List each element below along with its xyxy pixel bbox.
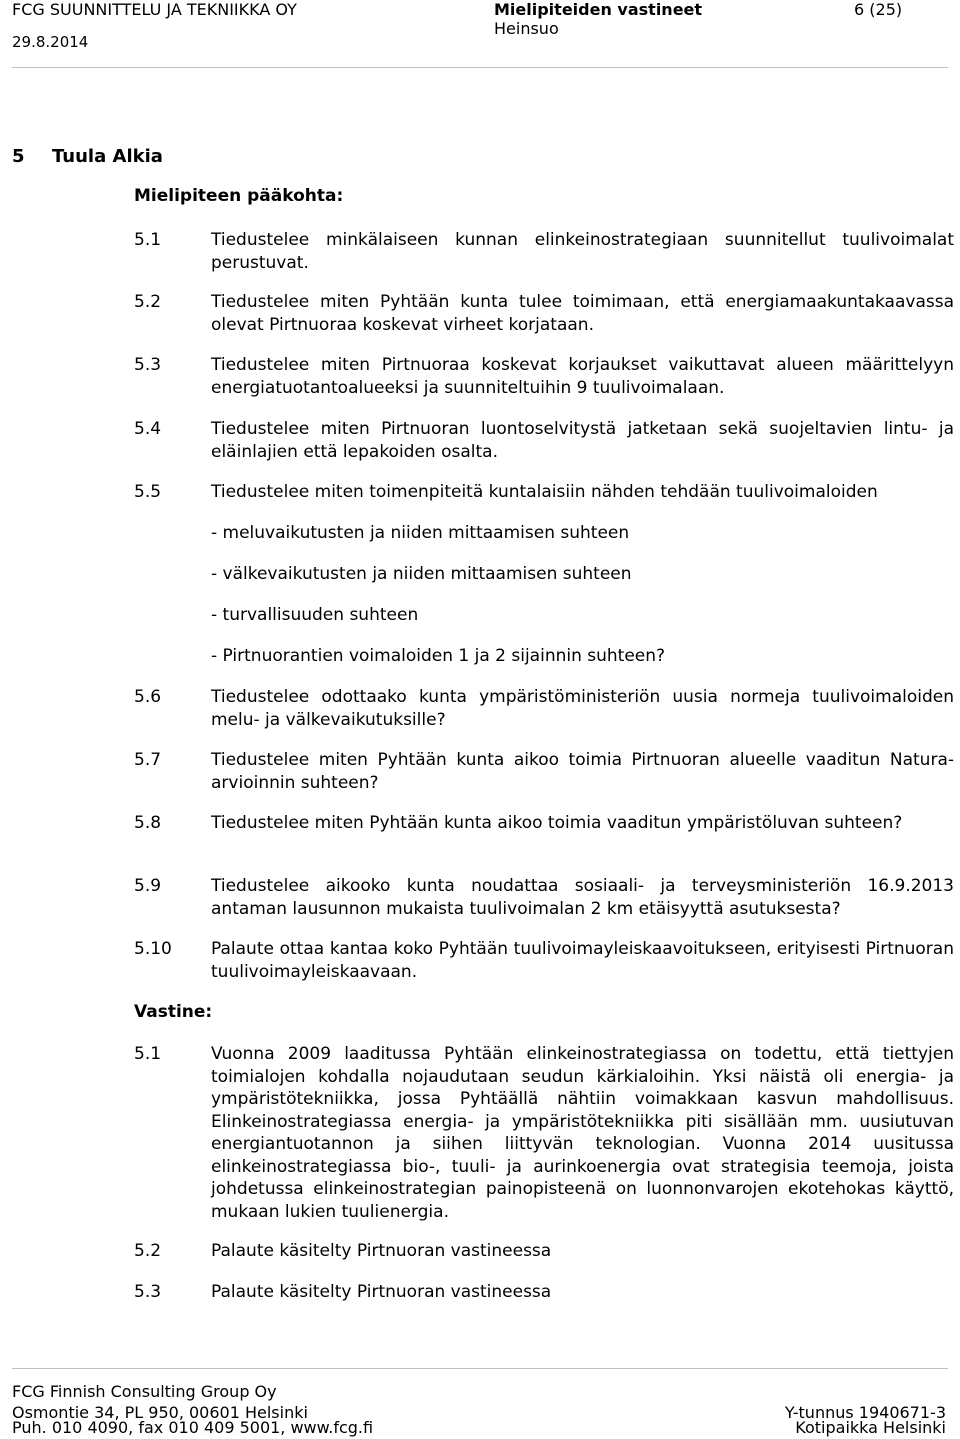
opinion-item-5-1	[134, 229, 954, 274]
item-text: Tiedustelee miten Pirtnuoran luontoselvitystä jatketaan sekä suojeltavien lintu- ja eläinlajien että lepakoiden osalta.	[211, 419, 954, 462]
header-date: 29.8.2014	[12, 33, 89, 51]
item-text: Tiedustelee miten Pirtnuoraa koskevat korjaukset vaikuttavat alueen määrittelyyn energiatuotantoalueeksi ja suunniteltuihin 9 tuulivoimalaan.	[211, 355, 954, 398]
item-number: 5.8	[134, 813, 162, 833]
footer-domicile: Kotipaikka Helsinki	[795, 1418, 946, 1437]
item-text: Tiedustelee miten Pyhtään kunta aikoo toimia vaaditun ympäristöluvan suhteen?	[211, 813, 903, 833]
opinion-item-5-5	[134, 481, 954, 504]
opinion-item-5-8	[134, 812, 954, 835]
item-number: 5.10	[134, 939, 172, 959]
item-text: Tiedustelee aikooko kunta noudattaa sosiaali- ja terveysministeriön 16.9.2013 antaman lausunnon mukaista tuulivoimalan 2 km etäisyyttä asutuksesta?	[211, 876, 954, 919]
opinion-heading: Mielipiteen pääkohta:	[134, 186, 344, 206]
response-item-5-1	[134, 1043, 954, 1223]
item-number: 5.9	[134, 876, 162, 896]
item-number: 5.1	[134, 230, 162, 250]
item-number: 5.3	[134, 355, 162, 375]
item-text: Vuonna 2009 laaditussa Pyhtään elinkeinostrategiassa on todettu, että tiettyjen toimialojen kohdalla nojaudutaan seudun kärkialoihin. Yksi näistä oli energia- ja ympäristötekniikka, jossa Pyhtäällä nähtiin voimakkaan kasvun mahdollisuus. Elinkeinostrategiassa energia- ja ympäristötekniikka piti sisällään mm. uusiutuvan energiantuotannon ja siihen liittyvän teknologian. Vuonna 2014 uusitussa elinkeinostrategiassa bio-, tuuli- ja aurinkoenergia ovat strategisia teemoja, joista johdetussa elinkeinostrategian painopisteenä on luonnonvarojen ekotehokas käyttö, mukaan lukien tuulienergia.	[211, 1044, 954, 1222]
item-number: 5.2	[134, 292, 162, 312]
response-heading: Vastine:	[134, 1002, 213, 1022]
item-number: 5.7	[134, 750, 162, 770]
subitem-safety: - turvallisuuden suhteen	[211, 605, 419, 625]
footer-address: Osmontie 34, PL 950, 00601 Helsinki	[12, 1403, 308, 1422]
item-number: 5.5	[134, 482, 162, 502]
item-number: 5.6	[134, 687, 162, 707]
item-text: Tiedustelee miten Pyhtään kunta tulee toimimaan, että energiamaakuntakaavassa olevat Pirtnuoraa koskevat virheet korjataan.	[211, 292, 954, 335]
opinion-item-5-3	[134, 354, 954, 399]
response-item-5-2	[134, 1240, 954, 1263]
item-text: Tiedustelee minkälaiseen kunnan elinkeinostrategiaan suunnitellut tuulivoimalat perustuvat.	[211, 230, 954, 273]
section-number: 5	[12, 146, 25, 167]
item-text: Palaute käsitelty Pirtnuoran vastineessa	[211, 1282, 552, 1302]
opinion-item-5-9	[134, 875, 954, 920]
item-number: 5.2	[134, 1241, 162, 1261]
item-number: 5.4	[134, 419, 162, 439]
header-title: Mielipiteiden vastineet	[494, 0, 703, 19]
footer-rule	[12, 1368, 948, 1369]
opinion-item-5-4	[134, 418, 954, 463]
footer-contact: Puh. 010 4090, fax 010 409 5001, www.fcg.fi	[12, 1418, 374, 1437]
item-text: Palaute käsitelty Pirtnuoran vastineessa	[211, 1241, 552, 1261]
subitem-location: - Pirtnuorantien voimaloiden 1 ja 2 sijainnin suhteen?	[211, 646, 666, 666]
response-item-5-3	[134, 1281, 954, 1304]
item-number: 5.1	[134, 1044, 162, 1064]
header-page-number: 6 (25)	[854, 0, 903, 19]
header-subtitle: Heinsuo	[494, 19, 559, 38]
opinion-item-5-2	[134, 291, 954, 336]
header-rule	[12, 67, 948, 68]
item-number: 5.3	[134, 1282, 162, 1302]
opinion-item-5-7	[134, 749, 954, 794]
item-text: Tiedustelee odottaako kunta ympäristöministeriön uusia normeja tuulivoimaloiden melu- ja välkevaikutuksille?	[211, 687, 954, 730]
opinion-item-5-6	[134, 686, 954, 731]
subitem-flicker: - välkevaikutusten ja niiden mittaamisen suhteen	[211, 564, 632, 584]
footer-company: FCG Finnish Consulting Group Oy	[12, 1382, 277, 1401]
opinion-item-5-10	[134, 938, 954, 983]
subitem-noise: - meluvaikutusten ja niiden mittaamisen suhteen	[211, 523, 630, 543]
section-title: Tuula Alkia	[52, 146, 163, 167]
item-text: Palaute ottaa kantaa koko Pyhtään tuulivoimayleiskaavoitukseen, erityisesti Pirtnuoran tuulivoimayleiskaavaan.	[211, 939, 954, 982]
item-text: Tiedustelee miten toimenpiteitä kuntalaisiin nähden tehdään tuulivoimaloiden	[211, 482, 878, 502]
header-company: FCG SUUNNITTELU JA TEKNIIKKA OY	[12, 0, 297, 19]
item-text: Tiedustelee miten Pyhtään kunta aikoo toimia Pirtnuoran alueelle vaaditun Natura-arvioinnin suhteen?	[211, 750, 954, 793]
footer-business-id: Y-tunnus 1940671-3	[784, 1403, 946, 1422]
